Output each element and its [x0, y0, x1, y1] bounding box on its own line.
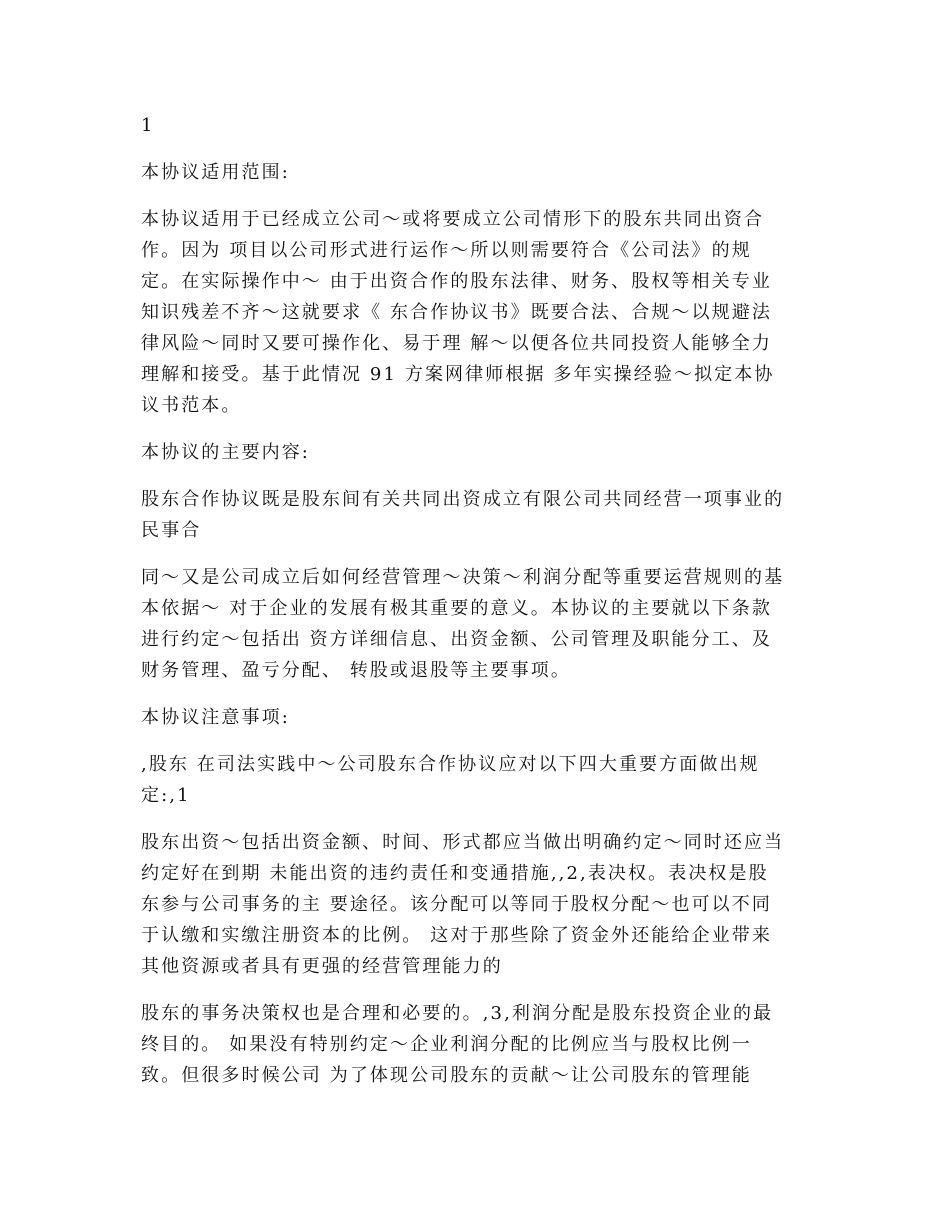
text-line: 进行约定～包括出 资方详细信息、出资金额、公司管理及职能分工、及 [141, 629, 772, 650]
paragraph [141, 702, 813, 733]
paragraph-list [141, 157, 813, 1091]
paragraph [141, 562, 813, 686]
text-line: 致。但很多时候公司 为了体现公司股东的贡献～让公司股东的管理能 [141, 1065, 752, 1086]
text-line: 股东的事务决策权也是合理和必要的。,3,利润分配是股东投资企业的最 [141, 1003, 774, 1024]
text-line: 约定好在到期 未能出资的违约责任和变通措施,,2,表决权。表决权是股 [141, 863, 769, 884]
text-line: 其他资源或者具有更强的经营管理能力的 [141, 956, 503, 977]
text-line: 东参与公司事务的主 要途径。该分配可以等同于股权分配～也可以不同 [141, 894, 772, 915]
paragraph [141, 437, 813, 468]
text-line: 本协议的主要内容: [141, 442, 310, 463]
text-line: 律风险～同时又要可操作化、易于理 解～以便各位共同投资人能够全力 [141, 333, 772, 354]
text-line: 本协议适用于已经成立公司～或将要成立公司情形下的股东共同出资合 [141, 209, 765, 230]
text-line: 知识残差不齐～这就要求《 东合作协议书》既要合法、合规～以规避法 [141, 302, 772, 323]
paragraph [141, 484, 813, 546]
text-line: 股东出资～包括出资金额、时间、形式都应当做出明确约定～同时还应当 [141, 832, 785, 853]
text-line: 终目的。 如果没有特别约定～企业利润分配的比例应当与股权比例一 [141, 1034, 752, 1055]
text-line: 民事合 [141, 520, 202, 541]
text-line: 作。因为 项目以公司形式进行运作～所以则需要符合《公司法》的规 [141, 240, 752, 261]
text-line: 股东合作协议既是股东间有关共同出资成立有限公司共同经营一项事业的 [141, 489, 785, 510]
text-line: 于认缴和实缴注册资本的比例。 这对于那些除了资金外还能给企业带来 [141, 925, 772, 946]
text-line: 本协议注意事项: [141, 707, 290, 728]
text-line: 本依据～ 对于企业的发展有极其重要的意义。本协议的主要就以下条款 [141, 598, 772, 619]
page-number: 1 [141, 115, 155, 136]
paragraph [141, 204, 813, 421]
text-line: 同～又是公司成立后如何经营管理～决策～利润分配等重要运营规则的基 [141, 567, 785, 588]
text-line: 议书范本。 [141, 395, 242, 416]
text-line: ,股东 在司法实践中～公司股东合作协议应对以下四大重要方面做出规 [141, 754, 760, 775]
paragraph [141, 749, 813, 811]
document-body [141, 110, 813, 1107]
text-line: 理解和接受。基于此情况 91 方案网律师根据 多年实操经验～拟定本协 [141, 364, 775, 385]
text-line: 本协议适用范围: [141, 162, 290, 183]
paragraph [141, 998, 813, 1091]
text-line: 定:,1 [141, 785, 191, 806]
paragraph [141, 827, 813, 982]
text-line: 定。在实际操作中～ 由于出资合作的股东法律、财务、股权等相关专业 [141, 271, 772, 292]
text-line: 财务管理、盈亏分配、 转股或退股等主要事项。 [141, 660, 571, 681]
paragraph [141, 157, 813, 188]
